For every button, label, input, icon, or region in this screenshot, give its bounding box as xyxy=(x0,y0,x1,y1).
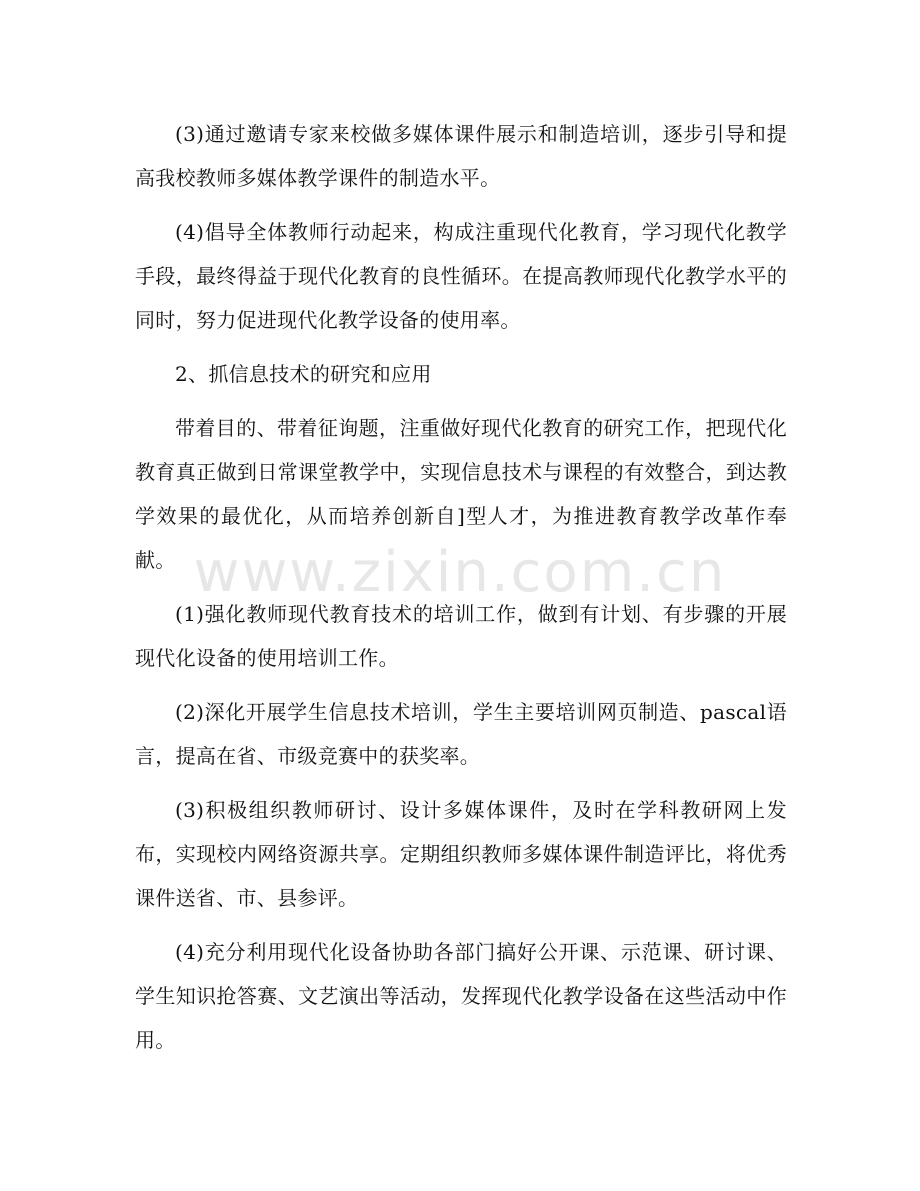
section-heading-it-research: 2、抓信息技术的研究和应用 xyxy=(175,362,432,386)
paragraph-item-3-courseware-design: (3)积极组织教师研讨、设计多媒体课件，及时在学科教研网上发布，实现校内网络资源共享。定期组织教师多媒体课件制造评比，将优秀课件送省、市、县参评。 xyxy=(135,798,787,910)
paragraph-item-1-teacher-training: (1)强化教师现代教育技术的培训工作，做到有计划、有步骤的开展现代化设备的使用培训工作。 xyxy=(135,602,787,670)
paragraph-item-4-equipment-usage: (4)充分利用现代化设备协助各部门搞好公开课、示范课、研讨课、学生知识抢答赛、文艺演出等活动，发挥现代化教学设备在这些活动中作用。 xyxy=(135,940,787,1052)
document-body xyxy=(135,112,787,1072)
paragraph-research-goals: 带着目的、带着征询题，注重做好现代化教育的研究工作，把现代化教育真正做到日常课堂教学中，实现信息技术与课程的有效整合，到达教学效果的最优化，从而培养创新自]型人才，为推进教育教学改革作奉献。 xyxy=(135,416,787,572)
paragraph-item-2-student-training: (2)深化开展学生信息技术培训，学生主要培训网页制造、pascal语言，提高在省、市级竞赛中的获奖率。 xyxy=(135,700,787,768)
paragraph-item-4-advocate-teachers: (4)倡导全体教师行动起来，构成注重现代化教育，学习现代化教学手段，最终得益于现代化教育的良性循环。在提高教师现代化教学水平的同时，努力促进现代化教学设备的使用率。 xyxy=(135,220,787,332)
paragraph-item-3-multimedia-training: (3)通过邀请专家来校做多媒体课件展示和制造培训，逐步引导和提高我校教师多媒体教学课件的制造水平。 xyxy=(135,122,787,190)
watermark: www.zixin.com.cn xyxy=(193,540,727,605)
